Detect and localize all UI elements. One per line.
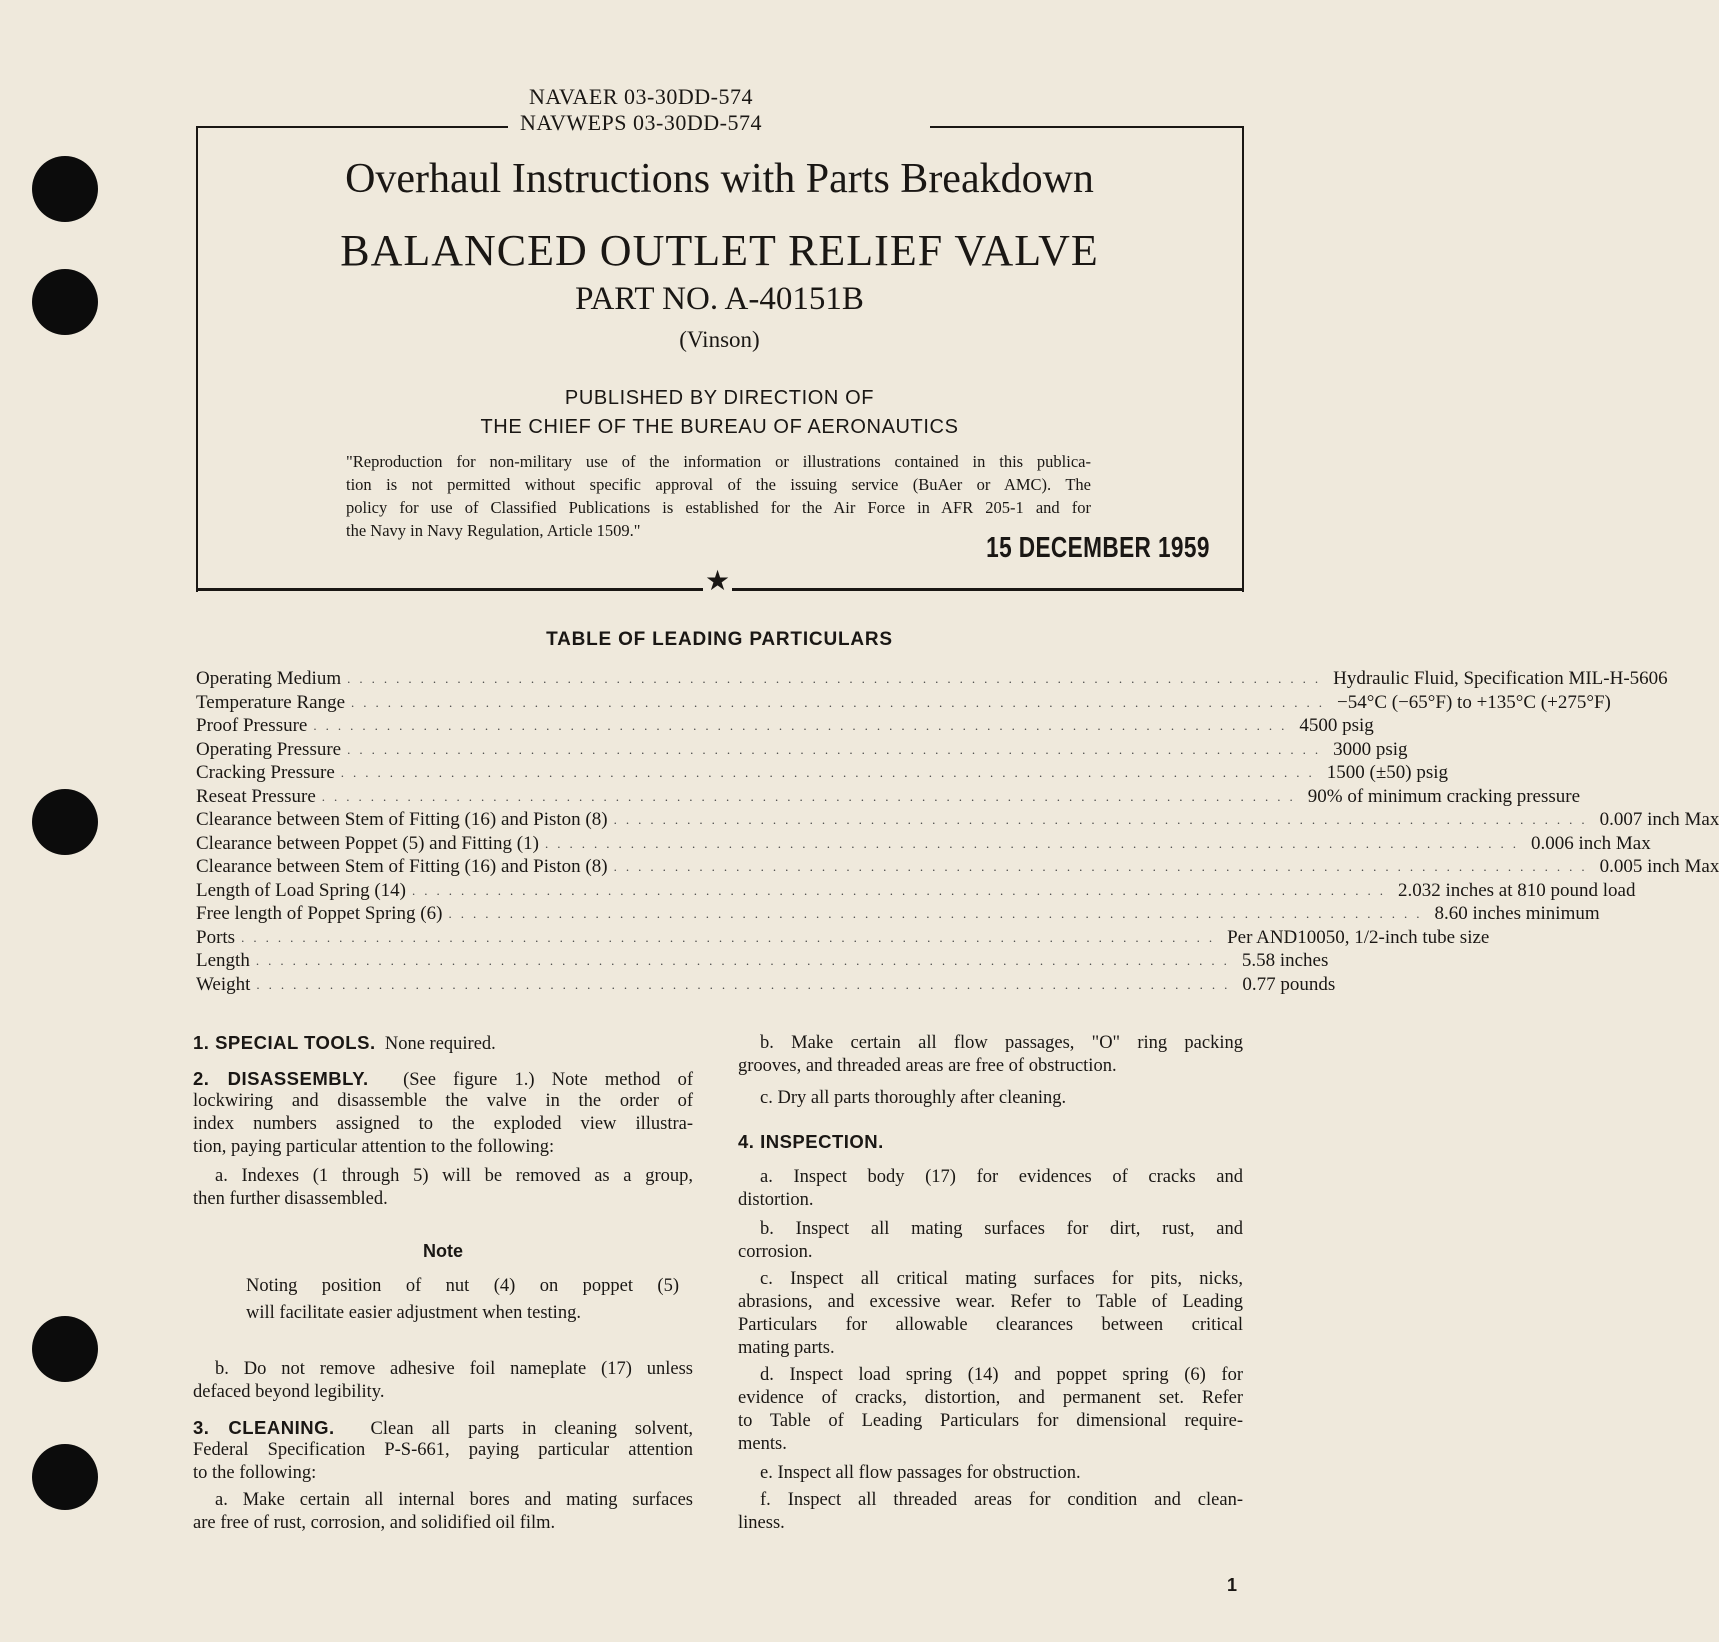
text-line: corrosion. [738,1242,813,1262]
row-label: Reseat Pressure [196,785,316,807]
binder-hole [32,789,98,855]
row-value: 90% of minimum cracking pressure [1307,785,1581,807]
row-label: Operating Medium [196,668,342,689]
paragraph [193,1489,693,1535]
text-line: b. Do not remove adhesive foil nameplate (17) unless [215,1359,693,1379]
paragraph [193,1416,693,1485]
dot-leader: ................................................................................ [613,859,1594,874]
notice-line: "Reproduction for non-military use of the information or illustrations contained in this publica- [346,452,1091,471]
subject-title: BALANCED OUTLET RELIEF VALVE [340,226,1099,275]
paragraph [193,1358,693,1404]
dot-leader: ................................................................................ [412,882,1393,898]
paragraph [738,1166,1243,1212]
text-line: are free of rust, corrosion, and solidified oil film. [193,1513,556,1533]
text-line: a. Make certain all internal bores and mating surfaces [215,1490,693,1510]
part-number: PART NO. A-40151B [575,281,864,317]
table-row [196,973,1336,997]
paragraph [193,1067,693,1159]
paragraph [738,1268,1243,1360]
dot-leader: ................................................................................ [347,741,1328,757]
dot-leader: ................................................................................ [347,671,1328,686]
text-line: e. Inspect all flow passages for obstruction. [760,1463,1081,1483]
paragraph [246,1273,679,1327]
table-row [196,808,1719,832]
table-title: TABLE OF LEADING PARTICULARS [546,629,893,650]
row-value: 1500 (±50) psig [1326,762,1449,783]
dot-leader: ................................................................................ [321,788,1302,804]
page-number: 1 [1227,1575,1238,1595]
row-value: 2.032 inches at 810 pound load [1398,879,1636,901]
reproduction-notice [346,450,1091,542]
table-row [196,714,1374,738]
row-value: 0.007 inch Max [1599,809,1719,830]
text-line [193,1416,693,1439]
notice-line: policy for use of Classified Publications is established for the Air Force in AFR 205-1 and for [346,498,1091,517]
text-line [193,1031,693,1054]
published-by-line-2: THE CHIEF OF THE BUREAU OF AERONAUTICS [480,416,959,438]
paragraph [738,1032,1243,1078]
dot-leader: ................................................................................ [256,976,1237,992]
row-value: 4500 psig [1299,715,1374,736]
leading-particulars-table [196,667,1719,996]
doc-number-navweps: NAVWEPS 03-30DD-574 [520,110,762,135]
manufacturer: (Vinson) [679,327,760,352]
line-text: (See figure 1.) Note method of [403,1070,694,1090]
text-line: mating parts. [738,1338,835,1358]
row-label: Length [196,950,250,971]
row-value: 0.77 pounds [1242,973,1336,995]
row-label: Ports [196,926,236,948]
table-row [196,926,1490,950]
table-row [196,855,1719,879]
dot-leader: ................................................................................ [351,694,1332,710]
text-line: Particulars for allowable clearances between critical [738,1315,1243,1335]
text-line: evidence of cracks, distortion, and permanent set. Refer [738,1388,1243,1408]
paragraph [193,1031,693,1054]
row-value: Per AND10050, 1/2-inch tube size [1227,926,1490,948]
publication-date: 15 DECEMBER 1959 [986,532,1210,564]
table-row [196,785,1581,809]
text-line: index numbers assigned to the exploded view illustra- [193,1114,693,1134]
row-label: Clearance between Poppet (5) and Fitting (1) [196,832,539,854]
text-line: tion, paying particular attention to the following: [193,1137,555,1157]
paragraph [738,1087,1243,1110]
section-heading: 2. DISASSEMBLY. [193,1068,369,1089]
text-line: c. Dry all parts thoroughly after cleaning. [760,1088,1067,1108]
document-title: Overhaul Instructions with Parts Breakdown [345,156,1094,202]
row-value: 5.58 inches [1241,950,1329,971]
text-line: distortion. [738,1190,814,1210]
table-row [196,902,1600,926]
dot-leader: ................................................................................ [255,953,1236,968]
text-line: c. Inspect all critical mating surfaces for pits, nicks, [760,1269,1243,1289]
section-heading: 4. INSPECTION. [738,1131,884,1152]
row-label: Cracking Pressure [196,762,335,783]
published-by-line-1: PUBLISHED BY DIRECTION OF [564,387,875,409]
box-top-rule-left [196,126,508,128]
paragraph [738,1218,1243,1264]
text-line: a. Indexes (1 through 5) will be removed as a group, [215,1166,693,1186]
text-line: d. Inspect load spring (14) and poppet spring (6) for [760,1365,1243,1385]
notice-line: the Navy in Navy Regulation, Article 1509." [346,521,641,540]
table-row [196,761,1449,785]
binder-hole [32,156,98,222]
note-heading: Note [423,1241,463,1261]
paragraph [193,1241,693,1262]
row-value: Hydraulic Fluid, Specification MIL-H-5606 [1333,668,1668,689]
text-line [193,1067,693,1090]
paragraph [738,1489,1243,1535]
binder-hole [32,1316,98,1382]
text-line: to the following: [193,1463,317,1483]
line-text: Clean all parts in cleaning solvent, [370,1419,693,1439]
table-row [196,879,1636,903]
text-line: grooves, and threaded areas are free of obstruction. [738,1056,1117,1076]
text-line: Federal Specification P-S-661, paying particular attention [193,1440,693,1460]
dot-leader: ................................................................................ [241,929,1222,945]
row-label: Weight [196,973,251,995]
notice-line: tion is not permitted without specific approval of the issuing service (BuAer or AMC). The [346,475,1091,494]
dot-leader: ................................................................................ [613,812,1594,827]
section-heading: 3. CLEANING. [193,1417,335,1438]
paragraph [738,1131,1243,1153]
text-line: abrasions, and excessive wear. Refer to Table of Leading [738,1292,1243,1312]
text-line: f. Inspect all threaded areas for condition and clean- [760,1490,1243,1510]
table-row [196,832,1651,856]
dot-leader: ................................................................................ [340,765,1321,780]
box-top-rule-right [930,126,1244,128]
text-line: a. Inspect body (17) for evidences of cracks and [760,1167,1243,1187]
section-heading: 1. SPECIAL TOOLS. [193,1032,376,1053]
text-line: Noting position of nut (4) on poppet (5) [246,1276,679,1296]
row-label: Free length of Poppet Spring (6) [196,903,443,924]
binder-hole [32,1444,98,1510]
star-ornament: ★ [705,566,731,597]
dot-leader: ................................................................................ [448,906,1429,921]
paragraph [738,1364,1243,1456]
text-line: b. Make certain all flow passages, "O" ring packing [760,1033,1243,1053]
text-line: b. Inspect all mating surfaces for dirt, rust, and [760,1219,1243,1239]
table-row [196,691,1611,715]
doc-number-navaer: NAVAER 03-30DD-574 [529,84,753,109]
text-line: to Table of Leading Particulars for dimensional require- [738,1411,1243,1431]
text-line: ments. [738,1434,787,1454]
row-value: 0.006 inch Max [1530,832,1651,854]
dot-leader: ................................................................................ [544,835,1525,851]
table-row [196,949,1329,973]
row-label: Temperature Range [196,691,346,713]
text-line: liness. [738,1513,785,1533]
paragraph [738,1462,1243,1485]
table-row [196,667,1668,691]
text-line: then further disassembled. [193,1189,388,1209]
row-label: Proof Pressure [196,715,308,736]
row-value: 8.60 inches minimum [1434,903,1600,924]
row-label: Length of Load Spring (14) [196,879,407,901]
line-text: None required. [384,1034,496,1054]
row-label: Clearance between Stem of Fitting (16) and Piston (8) [196,856,608,877]
paragraph [193,1165,693,1211]
binder-hole [32,269,98,335]
row-label: Operating Pressure [196,738,342,760]
text-line: will facilitate easier adjustment when testing. [246,1303,581,1323]
row-value: −54°C (−65°F) to +135°C (+275°F) [1337,691,1611,713]
table-row [196,738,1408,762]
dot-leader: ................................................................................ [313,718,1294,733]
text-line: lockwiring and disassemble the valve in the order of [193,1091,693,1111]
row-value: 3000 psig [1333,738,1408,760]
row-value: 0.005 inch Max [1599,856,1719,877]
row-label: Clearance between Stem of Fitting (16) and Piston (8) [196,809,608,830]
text-line: defaced beyond legibility. [193,1382,385,1402]
